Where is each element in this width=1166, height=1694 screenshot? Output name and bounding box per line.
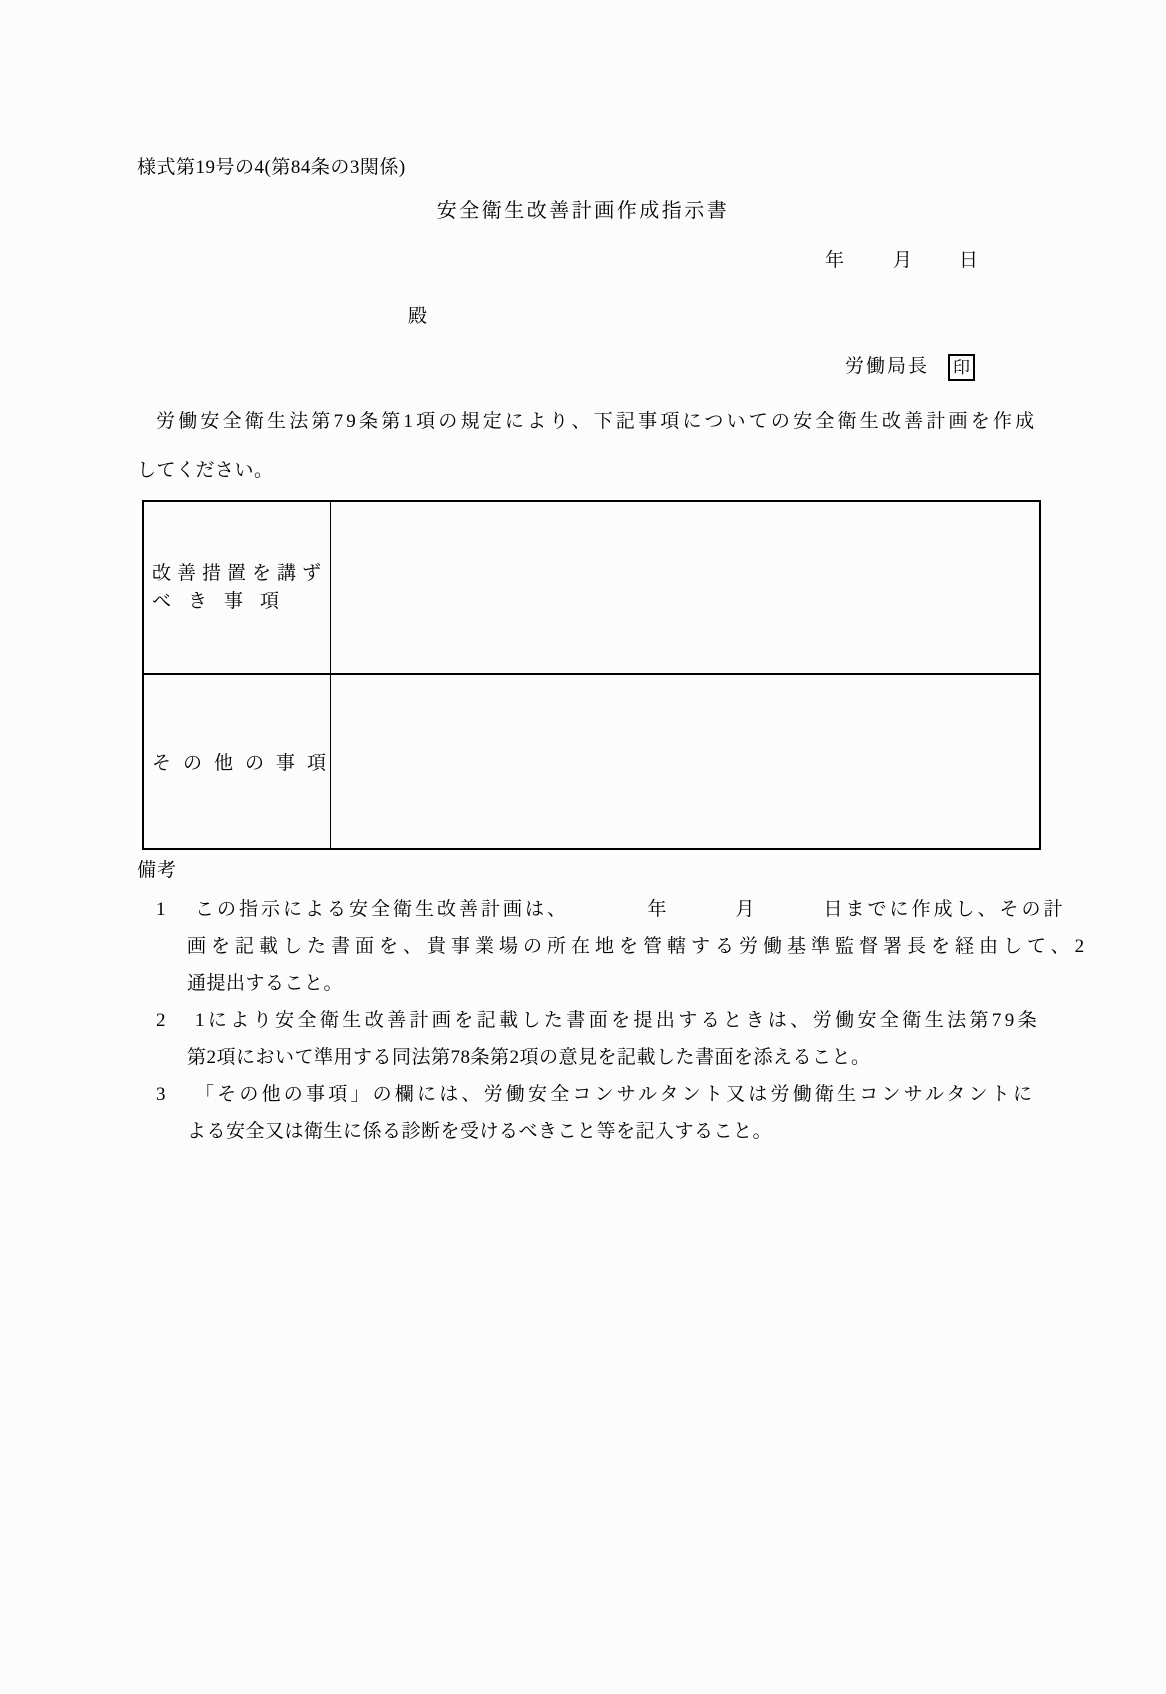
- instruction-table: [142, 500, 1041, 850]
- date-year-label: 年: [825, 250, 845, 271]
- remark-number: 3: [156, 1084, 166, 1105]
- issuer-title: 労働局長: [845, 356, 930, 377]
- remark-line: 通提出すること。: [187, 973, 344, 994]
- remarks-heading: 備考: [137, 860, 178, 881]
- document-title: 安全衛生改善計画作成指示書: [436, 200, 730, 222]
- form-number: 様式第19号の4(第84条の3関係): [137, 157, 406, 178]
- seal-box: [948, 354, 975, 381]
- improvement-items-label-line1: 改善措置を講ず: [152, 563, 328, 584]
- remark-number: 1: [156, 899, 166, 920]
- improvement-items-label-line2: べき事項: [152, 591, 297, 612]
- remark-number: 2: [156, 1010, 166, 1031]
- date-day-label: 日: [959, 250, 979, 271]
- addressee-honorific: 殿: [408, 306, 428, 327]
- body-paragraph-line2: してください。: [137, 460, 274, 481]
- seal-label: 印: [953, 358, 970, 377]
- date-month-label: 月: [893, 250, 913, 271]
- remark-line: この指示による安全衛生改善計画は、 年 月 日までに作成し、その計: [195, 899, 1066, 920]
- improvement-items-value-cell: [331, 502, 1039, 673]
- body-paragraph-line1: 労働安全衛生法第79条第1項の規定により、下記事項についての安全衛生改善計画を作成: [156, 411, 1038, 432]
- remark-line: 「その他の事項」の欄には、労働安全コンサルタント又は労働衛生コンサルタントに: [195, 1084, 1036, 1105]
- other-items-label: その他の事項: [152, 753, 339, 774]
- remark-line: 第2項において準用する同法第78条第2項の意見を記載した書面を添えること。: [187, 1047, 871, 1068]
- remark-line: 1により安全衛生改善計画を記載した書面を提出するときは、労働安全衛生法第79条: [195, 1010, 1041, 1031]
- other-items-value-cell: [331, 675, 1039, 848]
- remark-line: 画を記載した書面を、貴事業場の所在地を管轄する労働基準監督署長を経由して、2: [187, 936, 1090, 957]
- remark-line: よる安全又は衛生に係る診断を受けるべきこと等を記入すること。: [187, 1121, 773, 1142]
